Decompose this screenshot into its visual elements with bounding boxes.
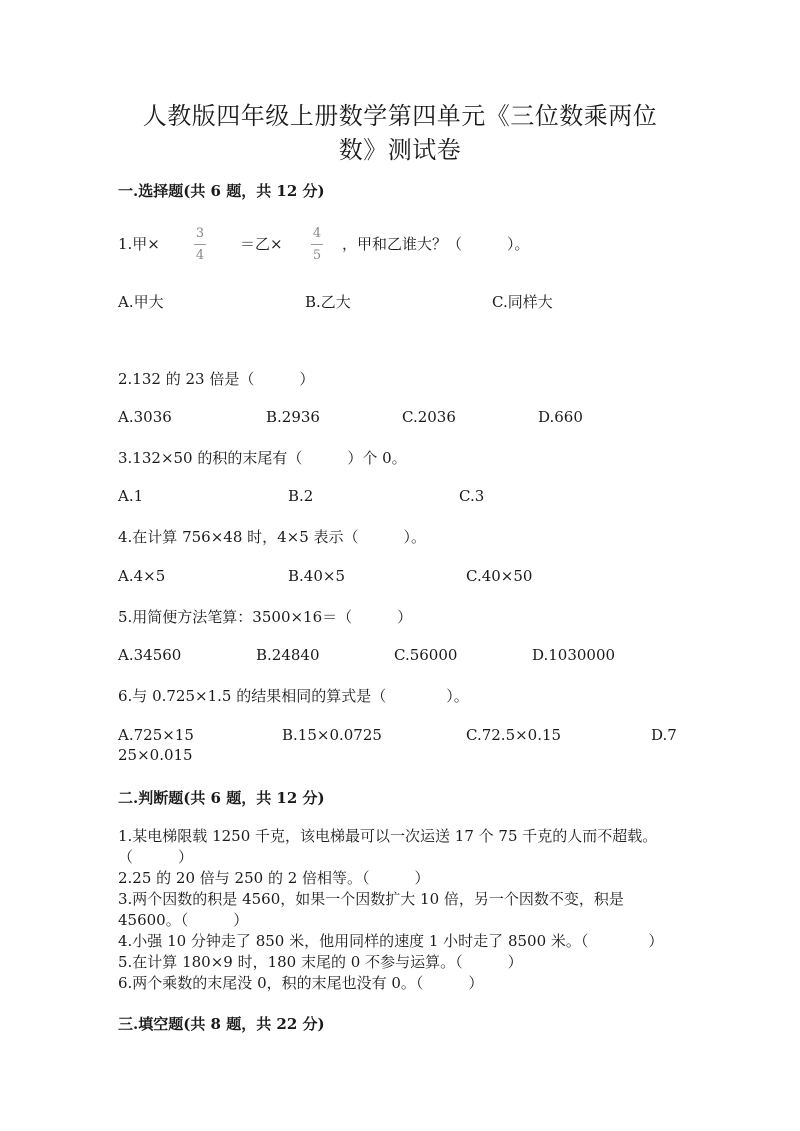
- question-6-option-b[interactable]: B.15×0.0725: [282, 726, 382, 744]
- question-2-stem: 2.132 的 23 倍是（ ）: [118, 370, 315, 388]
- fraction-bar: [311, 244, 323, 245]
- question-3-stem: 3.132×50 的积的末尾有（ ）个 0。: [118, 449, 407, 467]
- fraction-numerator: 4: [312, 226, 322, 241]
- judge-item-6: 6.两个乘数的末尾没 0，积的末尾也没有 0。（ ）: [118, 974, 484, 992]
- question-6-option-a[interactable]: A.725×15: [118, 726, 194, 744]
- judge-item-4: 4.小强 10 分钟走了 850 米，他用同样的速度 1 小时走了 8500 米。（ ）: [118, 932, 664, 950]
- judge-item-3-cont: 45600。（ ）: [118, 911, 249, 929]
- section-heading-choice: 一.选择题(共 6 题，共 12 分): [118, 182, 325, 200]
- question-6-stem: 6.与 0.725×1.5 的结果相同的算式是（ ）。: [118, 687, 469, 705]
- question-1-option-c[interactable]: C.同样大: [492, 293, 553, 311]
- question-5-stem: 5.用简便方法笔算：3500×16＝（ ）: [118, 608, 413, 626]
- question-1-suffix: ，甲和乙谁大？（ ）。: [342, 235, 530, 253]
- question-4-option-b[interactable]: B.40×5: [288, 567, 345, 585]
- question-1-fraction-1: [192, 226, 208, 263]
- fraction-numerator: 3: [195, 226, 205, 241]
- question-5-option-d[interactable]: D.1030000: [532, 646, 616, 664]
- question-3-option-a[interactable]: A.1: [118, 487, 144, 505]
- question-2-option-b[interactable]: B.2936: [266, 408, 320, 426]
- question-2-option-a[interactable]: A.3036: [118, 408, 172, 426]
- page-title-line1: 人教版四年级上册数学第四单元《三位数乘两位: [142, 102, 658, 130]
- question-3-option-b[interactable]: B.2: [288, 487, 314, 505]
- fraction-bar: [194, 244, 206, 245]
- question-1-prefix: 1.甲×: [118, 235, 160, 253]
- question-1-middle: ＝乙×: [240, 235, 283, 253]
- question-6-option-c[interactable]: C.72.5×0.15: [466, 726, 562, 744]
- judge-item-1-blank: （ ）: [118, 848, 194, 866]
- judge-item-3: 3.两个因数的积是 4560，如果一个因数扩大 10 倍，另一个因数不变，积是: [118, 890, 624, 908]
- question-5-option-c[interactable]: C.56000: [394, 646, 458, 664]
- judge-item-2: 2.25 的 20 倍与 250 的 2 倍相等。（ ）: [118, 869, 430, 887]
- question-3-option-c[interactable]: C.3: [459, 487, 485, 505]
- page-title-line2: 数》测试卷: [338, 136, 462, 164]
- question-6-option-d-wrap: 25×0.015: [118, 746, 193, 764]
- question-6-option-d[interactable]: D.7: [651, 726, 677, 744]
- question-5-option-a[interactable]: A.34560: [118, 646, 182, 664]
- judge-item-5: 5.在计算 180×9 时，180 末尾的 0 不参与运算。（ ）: [118, 953, 523, 971]
- question-2-option-c[interactable]: C.2036: [402, 408, 456, 426]
- question-4-option-a[interactable]: A.4×5: [118, 567, 166, 585]
- question-4-option-c[interactable]: C.40×50: [466, 567, 533, 585]
- section-heading-fill: 三.填空题(共 8 题，共 22 分): [118, 1015, 325, 1033]
- question-1-option-a[interactable]: A.甲大: [118, 293, 164, 311]
- fraction-denominator: 4: [195, 248, 205, 263]
- judge-item-1: 1.某电梯限载 1250 千克，该电梯最可以一次运送 17 个 75 千克的人而不超载。: [118, 827, 658, 845]
- question-2-option-d[interactable]: D.660: [538, 408, 583, 426]
- question-4-stem: 4.在计算 756×48 时，4×5 表示（ ）。: [118, 528, 427, 546]
- question-5-option-b[interactable]: B.24840: [256, 646, 320, 664]
- section-heading-judge: 二.判断题(共 6 题，共 12 分): [118, 789, 325, 807]
- fraction-denominator: 5: [312, 248, 322, 263]
- question-1-fraction-2: [309, 226, 325, 263]
- question-1-option-b[interactable]: B.乙大: [305, 293, 351, 311]
